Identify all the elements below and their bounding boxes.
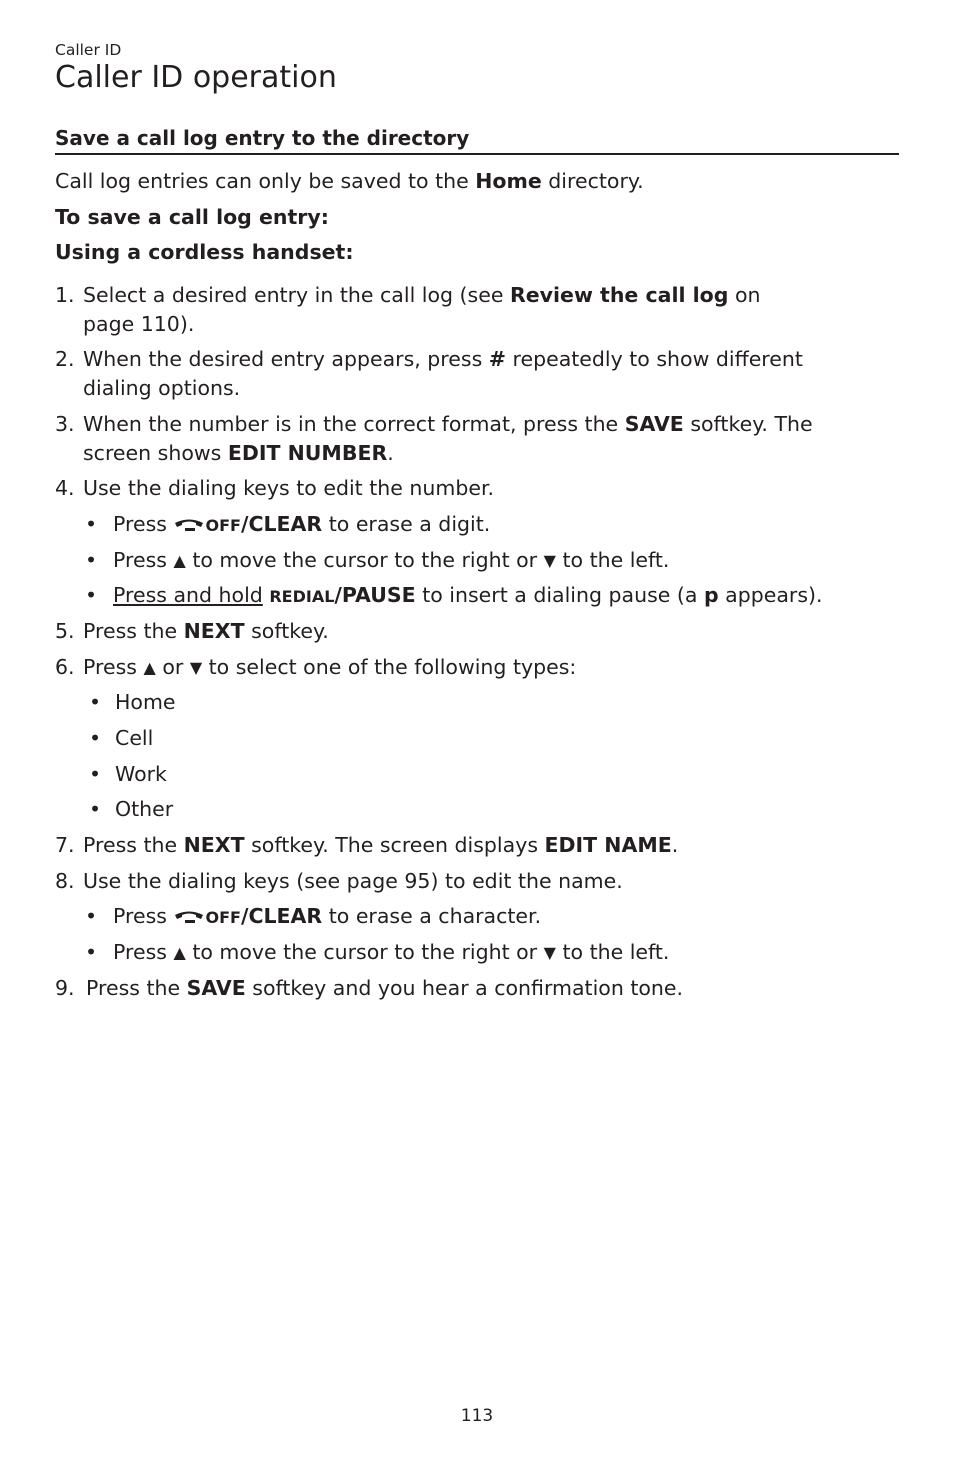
step-1: 1. Select a desired entry in the call log (see Review the call log on xyxy=(55,283,761,307)
step-6: 6. Press ▲ or ▼ to select one of the following types: xyxy=(55,655,577,679)
step-8-bullet-1: • Press OFF/CLEAR to erase a character. xyxy=(85,904,542,928)
step-1-cont: page 110). xyxy=(83,312,195,336)
step-4-bullet-2: • Press ▲ to move the cursor to the right or ▼ to the left. xyxy=(85,548,670,572)
phone-off-icon xyxy=(173,518,205,532)
step-4-bullet-3: • Press and hold REDIAL/PAUSE to insert a dialing pause (a p appears). xyxy=(85,583,823,607)
intro-paragraph: Call log entries can only be saved to the Home directory. xyxy=(55,169,644,193)
down-arrow-icon: ▼ xyxy=(189,658,203,677)
page-title: Caller ID operation xyxy=(55,60,337,95)
type-other: • Other xyxy=(89,797,174,821)
step-8: 8. Use the dialing keys (see page 95) to edit the name. xyxy=(55,869,623,893)
step-4-bullet-1: • Press OFF/CLEAR to erase a digit. xyxy=(85,512,491,536)
up-arrow-icon: ▲ xyxy=(143,658,156,677)
down-arrow-icon: ▼ xyxy=(543,551,556,570)
down-arrow-icon: ▼ xyxy=(543,943,556,962)
step-7: 7. Press the NEXT softkey. The screen displays EDIT NAME. xyxy=(55,833,679,857)
using-handset-label: Using a cordless handset: xyxy=(55,240,354,264)
page-number: 113 xyxy=(460,1406,494,1426)
step-9: 9. Press the SAVE softkey and you hear a confirmation tone. xyxy=(55,976,684,1000)
step-5: 5. Press the NEXT softkey. xyxy=(55,619,329,643)
step-8-bullet-2: • Press ▲ to move the cursor to the right or ▼ to the left. xyxy=(85,940,670,964)
to-save-label: To save a call log entry: xyxy=(55,205,329,229)
subheading: Save a call log entry to the directory xyxy=(55,126,899,155)
step-2: 2. When the desired entry appears, press # repeatedly to show different xyxy=(55,347,803,371)
type-home: • Home xyxy=(89,690,176,714)
step-3: 3. When the number is in the correct format, press the SAVE softkey. The xyxy=(55,412,813,436)
phone-off-icon xyxy=(173,910,205,924)
step-4: 4. Use the dialing keys to edit the number. xyxy=(55,476,495,500)
up-arrow-icon: ▲ xyxy=(173,943,186,962)
step-2-cont: dialing options. xyxy=(83,376,241,400)
step-3-cont: screen shows EDIT NUMBER. xyxy=(83,441,394,465)
type-cell: • Cell xyxy=(89,726,154,750)
type-work: • Work xyxy=(89,762,167,786)
up-arrow-icon: ▲ xyxy=(173,551,186,570)
section-tag: Caller ID xyxy=(55,41,122,59)
